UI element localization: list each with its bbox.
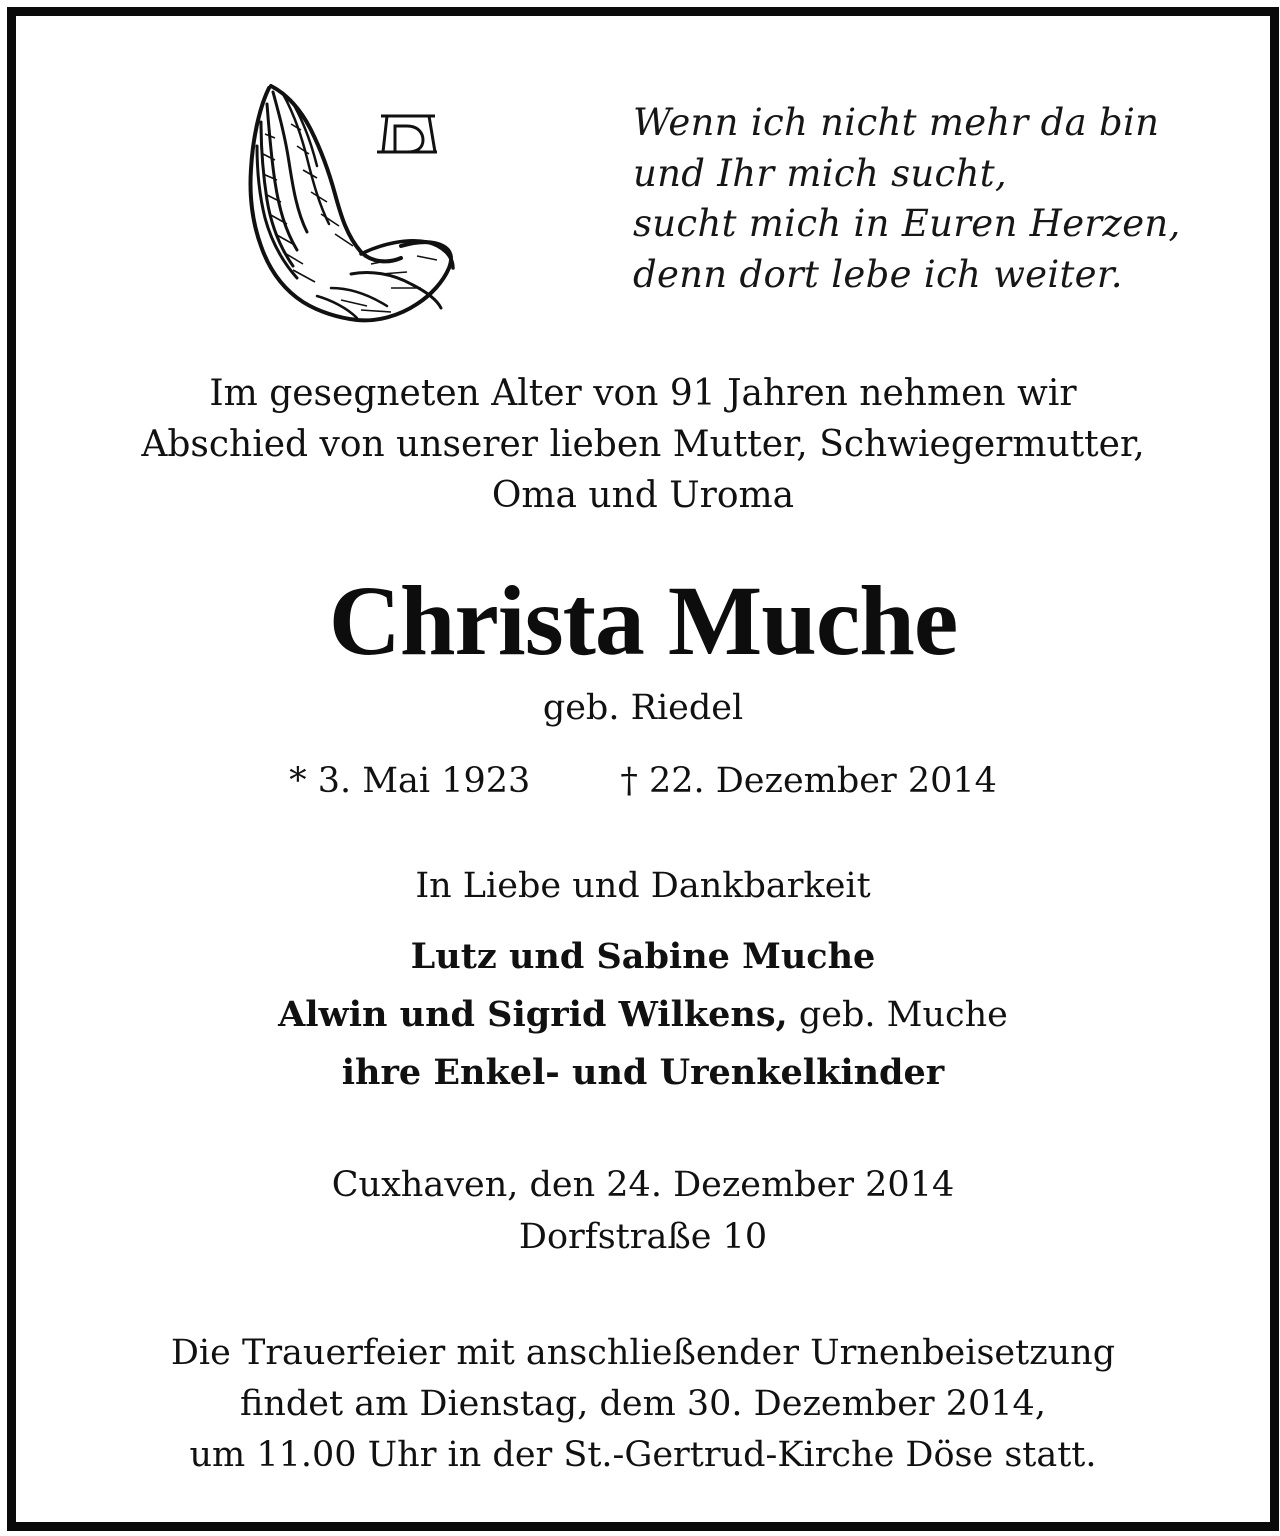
deceased-name: Christa Muche [328, 565, 958, 676]
intro-line: Abschied von unserer lieben Mutter, Schwiegermutter, [141, 424, 1145, 465]
poem-line: Wenn ich nicht mehr da bin [633, 101, 1160, 144]
maiden-name: geb. Riedel [542, 688, 744, 728]
family-line [16, 1044, 1270, 1102]
birth-date: * 3. Mai 1923 [289, 761, 531, 801]
monogram-icon [377, 116, 437, 152]
intro-text [16, 368, 1270, 521]
death-date: † 22. Dezember 2014 [620, 761, 997, 801]
poem-line: und Ihr mich sucht, [633, 151, 1007, 195]
poem-line: denn dort lebe ich weiter. [633, 252, 1123, 296]
intro-line: Im gesegneten Alter von 91 Jahren nehmen wir [209, 373, 1077, 414]
place-and-address [16, 1159, 1270, 1263]
city-date: Cuxhaven, den 24. Dezember 2014 [331, 1165, 955, 1205]
family-list [16, 928, 1270, 1102]
street-address: Dorfstraße 10 [518, 1217, 768, 1257]
life-dates [16, 756, 1270, 806]
service-line: Die Trauerfeier mit anschließender Urnenbeisetzung [170, 1333, 1116, 1373]
obituary-frame [7, 7, 1279, 1531]
poem-line: sucht mich in Euren Herzen, [633, 202, 1181, 245]
service-info [16, 1328, 1270, 1481]
family-note: geb. Muche [787, 995, 1008, 1035]
dedication: In Liebe und Dankbarkeit [415, 866, 871, 906]
family-line [16, 928, 1270, 986]
family-name: ihre Enkel- und Urenkelkinder [341, 1052, 945, 1093]
family-name: Alwin und Sigrid Wilkens, [278, 994, 788, 1035]
family-line [16, 986, 1270, 1044]
praying-hands-icon [231, 74, 471, 344]
poem [633, 98, 1233, 300]
intro-line: Oma und Uroma [491, 475, 795, 516]
service-line: um 11.00 Uhr in der St.-Gertrud-Kirche Döse statt. [189, 1435, 1097, 1475]
family-name: Lutz und Sabine Muche [410, 936, 876, 977]
service-line: findet am Dienstag, dem 30. Dezember 2014, [240, 1384, 1046, 1424]
